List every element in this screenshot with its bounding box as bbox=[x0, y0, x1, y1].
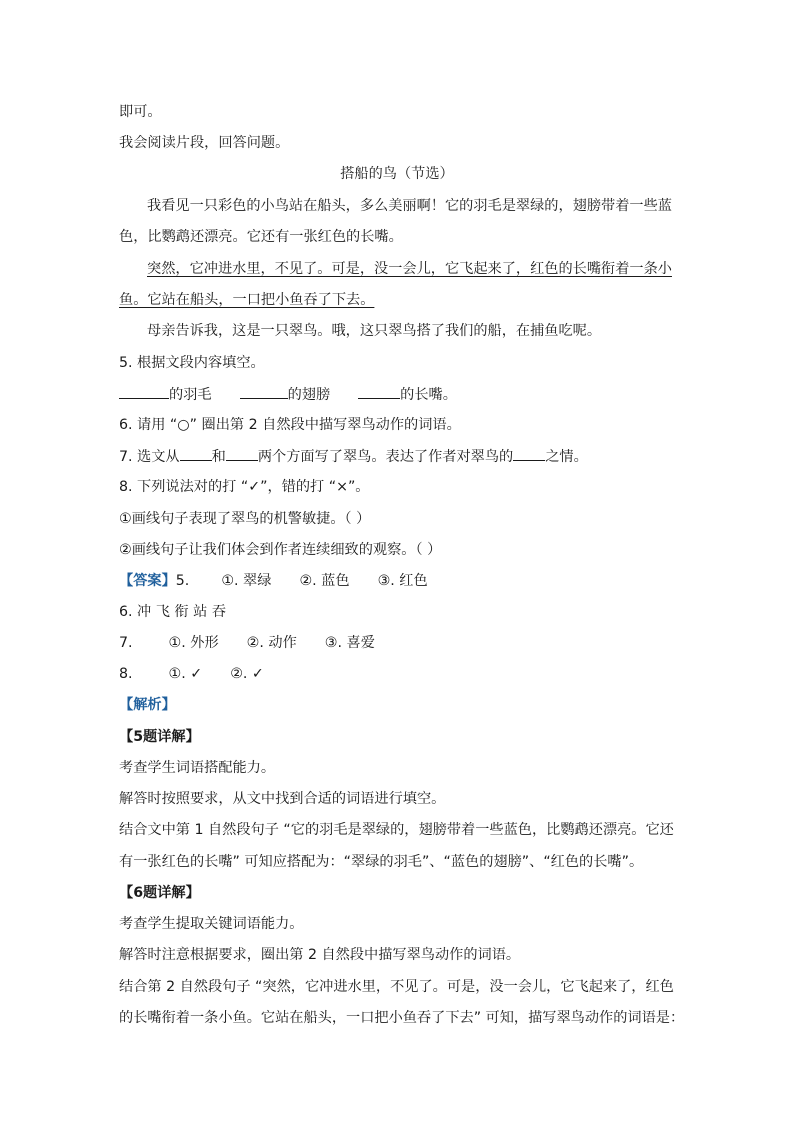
answer-item: ①. ✓ bbox=[168, 666, 203, 682]
answer-number: 7. bbox=[119, 635, 133, 651]
underlined-sentence-cont: 鱼。它站在船头，一口把小鱼吞了下去。 bbox=[119, 292, 375, 308]
analysis-line: 考查学生提取关键词语能力。 bbox=[119, 916, 304, 932]
fill-blank[interactable] bbox=[358, 384, 400, 399]
text-line: 即可。 bbox=[119, 104, 162, 120]
answer-item: ②. 动作 bbox=[246, 635, 297, 651]
blank-suffix: 的翅膀 bbox=[287, 387, 331, 403]
analysis-line: 考查学生词语搭配能力。 bbox=[119, 760, 276, 776]
answer-5-row bbox=[119, 571, 428, 591]
analysis-line: 结合文中第 1 自然段句子 “它的羽毛是翠绿的，翅膀带着一些蓝色，比鹦鹉还漂亮。它还 bbox=[119, 822, 674, 838]
fill-blank[interactable] bbox=[180, 446, 212, 461]
question-5-blanks bbox=[119, 384, 457, 405]
section-heading-5: 【5题详解】 bbox=[119, 729, 200, 745]
answer-item: ②. 蓝色 bbox=[299, 573, 350, 589]
analysis-line: 解答时按照要求，从文中找到合适的词语进行填空。 bbox=[119, 791, 446, 807]
question-8-item-2: ②画线句子让我们体会到作者连续细致的观察。（ ） bbox=[119, 542, 442, 558]
fill-blank[interactable] bbox=[513, 446, 545, 461]
fill-blank[interactable] bbox=[119, 384, 169, 399]
answer-tag: 【答案】 bbox=[119, 573, 176, 589]
passage-paragraph-3: 母亲告诉我，这是一只翠鸟。哦，这只翠鸟搭了我们的船，在捕鱼吃呢。 bbox=[147, 323, 602, 339]
passage-title: 搭船的鸟（节选） bbox=[340, 166, 454, 182]
passage-paragraph-1: 我看见一只彩色的小鸟站在船头，多么美丽啊！它的羽毛是翠绿的，翅膀带着一些蓝 bbox=[147, 198, 672, 214]
section-heading-6: 【6题详解】 bbox=[119, 885, 200, 901]
question-7-text: 和 bbox=[211, 449, 226, 465]
question-7 bbox=[119, 446, 588, 467]
answer-item: ③. 喜爱 bbox=[324, 635, 375, 651]
answer-item: ①. 翠绿 bbox=[221, 573, 272, 589]
question-7-text: 之情。 bbox=[545, 449, 588, 465]
answer-number: 8. bbox=[119, 666, 133, 682]
underlined-sentence: 突然，它冲进水里，不见了。可是，没一会儿，它飞起来了，红色的长嘴衔着一条小 bbox=[147, 261, 672, 277]
question-7-text: 7. 选文从 bbox=[119, 449, 180, 465]
analysis-line: 结合第 2 自然段句子 “突然，它冲进水里，不见了。可是，没一会儿，它飞起来了，红色 bbox=[119, 979, 674, 995]
analysis-line: 解答时注意根据要求，圈出第 2 自然段中描写翠鸟动作的词语。 bbox=[119, 947, 521, 963]
question-6: 6. 请用 “○” 圈出第 2 自然段中描写翠鸟动作的词语。 bbox=[119, 417, 461, 433]
analysis-line: 的长嘴衔着一条小鱼。它站在船头，一口把小鱼吞了下去” 可知，描写翠鸟动作的词语是： bbox=[119, 1010, 685, 1026]
passage-paragraph-1-cont: 色，比鹦鹉还漂亮。它还有一张红色的长嘴。 bbox=[119, 229, 403, 245]
blank-suffix: 的长嘴。 bbox=[400, 387, 457, 403]
answer-item: ①. 外形 bbox=[168, 635, 219, 651]
analysis-tag: 【解析】 bbox=[119, 697, 176, 713]
answer-item: ③. 红色 bbox=[377, 573, 428, 589]
answer-item: ②. ✓ bbox=[230, 666, 264, 682]
question-8-item-1: ①画线句子表现了翠鸟的机警敏捷。（ ） bbox=[119, 511, 371, 527]
instruction-line: 我会阅读片段，回答问题。 bbox=[119, 135, 290, 151]
analysis-line: 有一张红色的长嘴” 可知应搭配为：“翠绿的羽毛”、“蓝色的翅膀”、“红色的长嘴”。 bbox=[119, 854, 644, 870]
blank-suffix: 的羽毛 bbox=[169, 387, 212, 403]
question-5: 5. 根据文段内容填空。 bbox=[119, 355, 265, 371]
answer-7-row bbox=[119, 633, 375, 653]
question-7-text: 两个方面写了翠鸟。表达了作者对翠鸟的 bbox=[257, 449, 514, 465]
answer-number: 5. bbox=[175, 573, 190, 589]
answer-8-row bbox=[119, 664, 264, 684]
question-8: 8. 下列说法对的打 “✓”，错的打 “×”。 bbox=[119, 479, 370, 495]
fill-blank[interactable] bbox=[240, 384, 288, 399]
answer-6: 6. 冲 飞 衔 站 吞 bbox=[119, 604, 227, 620]
fill-blank[interactable] bbox=[226, 446, 258, 461]
